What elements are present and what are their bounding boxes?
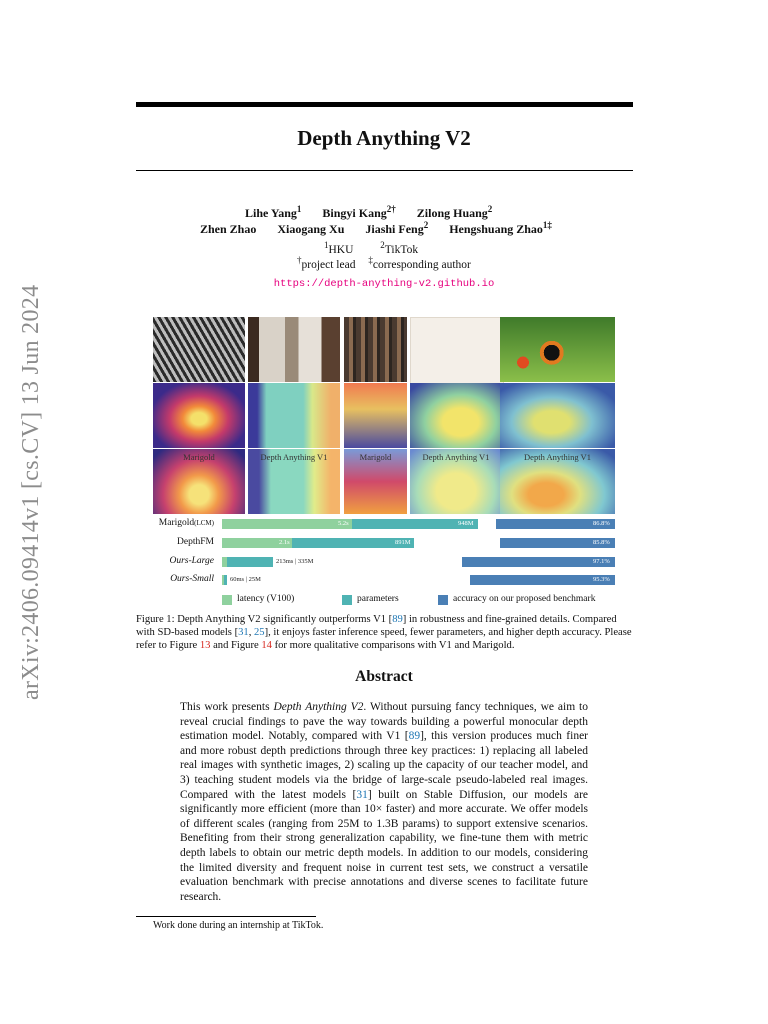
authors-line-2 [200,222,552,237]
compare-v1-butterfly [500,449,615,514]
params-bar [224,575,227,585]
tile-label: Marigold [359,452,392,462]
depth-bridge [153,383,245,448]
accuracy-value: 86.8% [593,520,610,527]
legend-label-accuracy: accuracy on our proposed benchmark [453,594,596,604]
author-affil: 1 [296,204,302,214]
author-name: Lihe Yang [245,206,297,220]
accuracy-value: 85.8% [593,539,610,546]
author-affil: 2 [423,220,429,230]
note-sup: † [297,255,302,265]
author-name: Bingyi Kang [322,206,387,220]
abstract-body: This work presents Depth Anything V2. Without pursuing fancy techniques, we aim to reveal crucial findings to pave the way towards building a powerful monocular depth estimation model. Notably, compared with V1 [89], this version produces much finer and more robust depth predictions through three key practices: 1) replacing all labeled real images with synthetic images, 2) scaling up the capacity of our teacher model, and 3) teaching student models via the bridge of large-scale pseudo-labeled real images. Compared with the latest models [31] built on Stable Diffusion, our models are significantly more efficient (more than 10× faster) and more accurate. We offer models of different scales (ranging from 25M to 1.3B params) to support extensive scenarios. Benefiting from their strong generalization capability, we fine-tune them with metric depth labels to obtain our metric depth models. In addition to our models, considering the limited diversity and frequent noise in current test sets, we construct a versatile evaluation benchmark with precise annotations and diverse scenes to facilitate future research. [180,701,589,903]
model-label-depthfm: DepthFM [177,537,214,547]
citation-link[interactable]: 31 [356,788,368,801]
legend-swatch-parameters [342,595,352,605]
compare-v1-room [248,449,340,514]
citation-link[interactable]: 31 [238,627,249,638]
legend-label-latency: latency (V100) [237,594,295,604]
figure-ref-link[interactable]: 14 [261,640,272,651]
compare-v1-sketch [410,449,502,514]
author-name: Xiaogang Xu [277,222,345,236]
authors-line-1 [245,206,492,221]
photo-room [248,317,340,382]
params-bar [227,557,273,567]
figure-caption: Figure 1: Depth Anything V2 significantly outperforms V1 [89] in robustness and fine-grained details. Compared with SD-based models [31, 25], it enjoys faster inference speed, fewer parameters, and higher depth accuracy. Please refer to Figure 13 and Figure 14 for more qualitative comparisons with V1 and Marigold. [136,614,632,651]
params-value: 948M [458,520,474,527]
latency-value: 2.1s [279,539,290,546]
depth-room [248,383,340,448]
depth-butterfly [500,383,615,448]
latency-bar [222,519,352,529]
legend-swatch-accuracy [438,595,448,605]
photo-sketch [410,317,504,384]
model-label-marigold: Marigold(LCM) [158,518,214,528]
tile-label: Depth Anything V1 [422,452,490,462]
author-name: Zhen Zhao [200,222,257,236]
author-name: Hengshuang Zhao [449,222,543,236]
paper-title: Depth Anything V2 [297,126,471,150]
accuracy-value: 97.1% [593,558,610,565]
model-label-ours-small: Ours-Small [170,574,214,584]
project-url[interactable]: https://depth-anything-v2.github.io [273,278,495,290]
footnote-rule [136,916,316,917]
depth-crowd [344,383,407,448]
author-affil: 2 [487,204,493,214]
photo-butterfly [500,317,615,382]
affil-sup: 1 [324,240,329,250]
tile-label: Depth Anything V1 [524,452,591,462]
photo-crowd [344,317,407,382]
tile-label: Marigold [183,452,215,462]
arxiv-stamp: arXiv:2406.09414v1 [cs.CV] 13 Jun 2024 [18,284,44,700]
params-value: 891M [395,539,411,546]
photo-bridge [153,317,245,382]
note-sup: ‡ [368,255,373,265]
latency-params-value: 213ms | 335M [276,558,314,565]
model-label-ours-large: Ours-Large [169,556,214,566]
citation-link[interactable]: 25 [254,627,265,638]
footnote: Work done during an internship at TikTok. [153,920,324,931]
citation-link[interactable]: 89 [408,730,421,743]
author-notes [297,255,471,271]
author-name: Jiashi Feng [365,222,424,236]
figure-ref-link[interactable]: 13 [199,640,211,651]
compare-marigold-crowd [344,449,407,514]
author-affil: 2† [386,204,396,214]
depth-sketch [410,383,502,448]
affil-sup: 2 [380,240,385,250]
note-text: corresponding author [372,259,471,271]
abstract-heading: Abstract [355,668,413,685]
title-rule [136,170,633,171]
legend-swatch-latency [222,595,232,605]
latency-value: 5.2s [338,520,349,527]
latency-params-value: 60ms | 25M [230,576,261,583]
affil-name: TikTok [384,244,419,256]
affil-name: HKU [328,244,354,256]
tile-label: Depth Anything V1 [260,452,328,462]
legend-label-parameters: parameters [357,594,399,604]
accuracy-value: 95.3% [593,576,610,583]
author-name: Zilong Huang [416,206,488,220]
author-affil: 1‡ [542,220,552,230]
top-rule [136,102,633,107]
compare-marigold-bridge [153,449,245,514]
note-text: project lead [301,259,356,271]
citation-link[interactable]: 89 [392,614,403,625]
